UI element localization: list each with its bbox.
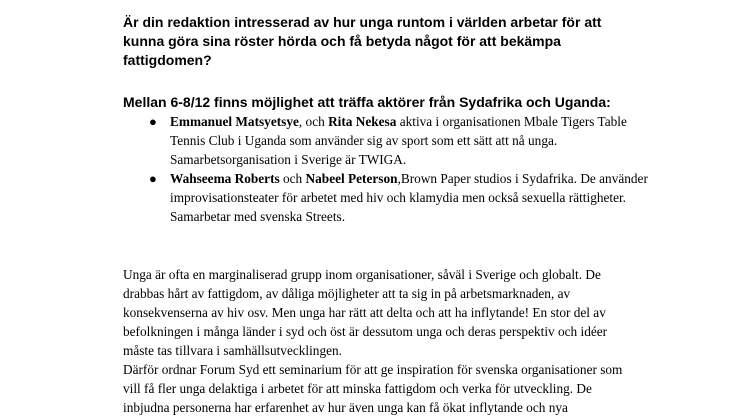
participant-description: aktiva i organisationen Mbale Tigers Table Tennis Club i Uganda som använder sig av sport som ett sätt att nå unga. Samarbetsorganisation i Sverige är TWIGA. [170,114,627,167]
heading-meeting: Mellan 6-8/12 finns möjlighet att träffa aktörer från Sydafrika och Uganda: [123,94,611,110]
list-item [149,112,649,169]
participant-name: Wahseema Roberts [170,171,280,186]
participant-name: Emmanuel Matsyetsye [170,114,299,129]
body-text [123,265,633,417]
participant-name: Rita Nekesa [328,114,397,129]
participant-name: Nabeel Peterson [305,171,398,186]
participant-list [149,112,649,226]
paragraph: Därför ordnar Forum Syd ett seminarium för att ge inspiration för svenska organisationer som vill få fler unga delaktiga i arbetet för att minska fattigdom och verka för utveckling. De inbjudna personerna har erfarenhet av hur även unga kan få ökat inflytande och nya [123,362,623,415]
list-item [149,169,649,226]
heading-question: Är din redaktion intresserad av hur unga runtom i världen arbetar för att kunna göra sina röster hörda och få betyda något för att bekämpa fattigdomen? [123,14,602,68]
bullet-icon: ● [149,171,157,186]
participant-description: ,Brown Paper studios i Sydafrika. De använder improvisationsteater för arbetet med hiv och klamydia men också sexuella rättigheter. Samarbetar med svenska Streets. [170,171,648,224]
bullet-icon: ● [149,114,157,129]
name-joiner: , och [298,114,329,129]
paragraph: Unga är ofta en marginaliserad grupp inom organisationer, såväl i Sverige och globalt. De drabbas hårt av fattigdom, av dåliga möjligheter att ta sig in på arbetsmarknaden, av konsekvenserna av hiv osv. Men unga har rätt att delta och att ha inflytande! En stor del av befolkningen i många länder i syd och öst är dessutom unga och deras perspektiv och idéer måste tas tillvara i samhällsutvecklingen. [123,267,608,358]
name-joiner: och [279,171,306,186]
